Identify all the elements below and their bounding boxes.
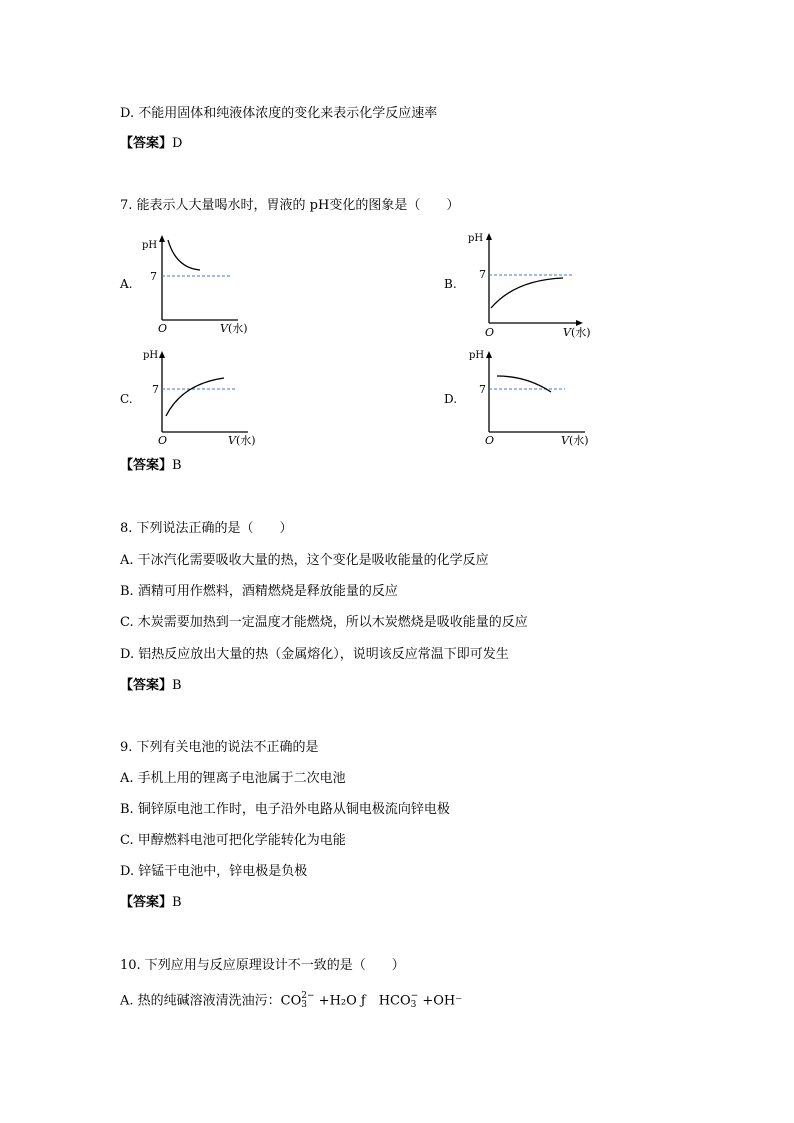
q9-option-a: A. 手机上用的锂离子电池属于二次电池 (120, 771, 346, 786)
y-axis-label: pH (468, 233, 484, 244)
q8-option-b: B. 酒精可用作燃料，酒精燃烧是释放能量的反应 (120, 584, 398, 599)
q7-answer (120, 458, 182, 474)
answer-label: 【答案】 (120, 458, 173, 473)
q8-answer (120, 678, 182, 694)
answer-label: 【答案】 (120, 136, 173, 151)
co3-subscript: 3 (301, 1000, 307, 1010)
answer-value: B (172, 678, 182, 693)
ph-curve (491, 278, 563, 308)
x-axis-label: V(水) (563, 326, 591, 339)
answer-value: D (172, 136, 183, 151)
ref-value-label: 7 (479, 268, 486, 281)
graph-b-svg (465, 228, 605, 338)
x-axis-label: V(水) (220, 322, 248, 335)
ref-value-label: 7 (152, 383, 159, 396)
ph-curve (497, 376, 551, 392)
q9-option-b: B. 铜锌原电池工作时，电子沿外电路从铜电极流向锌电极 (120, 802, 450, 817)
graph-c-svg (140, 346, 270, 446)
x-axis-label: V(水) (228, 434, 256, 447)
q7-graph-b (465, 228, 605, 342)
q10-stem: 10. 下列应用与反应原理设计不一致的是（ ） (120, 958, 405, 973)
y-axis-label: pH (469, 350, 485, 361)
hco3-subscript: 3 (410, 1000, 417, 1010)
q8-option-c: C. 木炭需要加热到一定温度才能燃烧，所以木炭燃烧是吸收能量的反应 (120, 615, 528, 630)
y-axis-arrow (159, 235, 165, 242)
q7-graph-a (140, 232, 260, 336)
x-axis-label: V(水) (561, 434, 589, 447)
ref-value-label: 7 (479, 383, 486, 396)
ph-curve (166, 378, 224, 416)
graph-d-svg (465, 346, 605, 446)
origin-label: O (158, 434, 168, 447)
q9-option-c: C. 甲醇燃料电池可把化学能转化为电能 (120, 833, 346, 848)
q9-option-d: D. 锌锰干电池中，锌电极是负极 (120, 864, 308, 879)
q7-option-a-label: A. (120, 277, 133, 291)
q8-option-a: A. 干冰汽化需要吸收大量的热，这个变化是吸收能量的化学反应 (120, 553, 489, 568)
q7-graph-d (465, 346, 605, 450)
y-axis-arrow (486, 233, 492, 240)
q7-option-b-label: B. (444, 277, 457, 291)
q7-option-d-label: D. (444, 392, 458, 406)
answer-label: 【答案】 (120, 895, 173, 910)
q6-answer (120, 136, 182, 152)
q8-option-d: D. 铝热反应放出大量的热（金属熔化），说明该反应常温下即可发生 (120, 647, 509, 662)
origin-label: O (485, 326, 495, 339)
q7-graph-c (140, 346, 270, 450)
answer-value: B (172, 895, 182, 910)
ph-curve (168, 240, 200, 270)
q8-stem: 8. 下列说法正确的是（ ） (120, 521, 293, 536)
answer-label: 【答案】 (120, 678, 173, 693)
q7-stem: 7. 能表示人大量喝水时，胃液的 pH变化的图象是（ ） (120, 198, 460, 213)
y-axis-arrow (486, 351, 492, 358)
hco3-charge: − (410, 991, 419, 1001)
ref-value-label: 7 (150, 270, 157, 283)
origin-label: O (158, 322, 168, 335)
y-axis-label: pH (142, 240, 158, 251)
y-axis-arrow (159, 351, 165, 358)
co3-charge: 2− (301, 991, 315, 1001)
q9-stem: 9. 下列有关电池的说法不正确的是 (120, 740, 319, 755)
q6-option-d: D. 不能用固体和纯液体浓度的变化来表示化学反应速率 (120, 106, 438, 121)
q9-answer (120, 895, 182, 911)
q10-option-a: A. 热的纯碱溶液清洗油污：CO 2− 3 +H₂O ƒ HCO − 3 +OH⁻ (120, 991, 463, 1010)
graph-a-svg (140, 232, 260, 335)
answer-value: B (172, 458, 182, 473)
q7-option-c-label: C. (120, 392, 133, 406)
origin-label: O (485, 434, 495, 447)
y-axis-label: pH (143, 350, 159, 361)
